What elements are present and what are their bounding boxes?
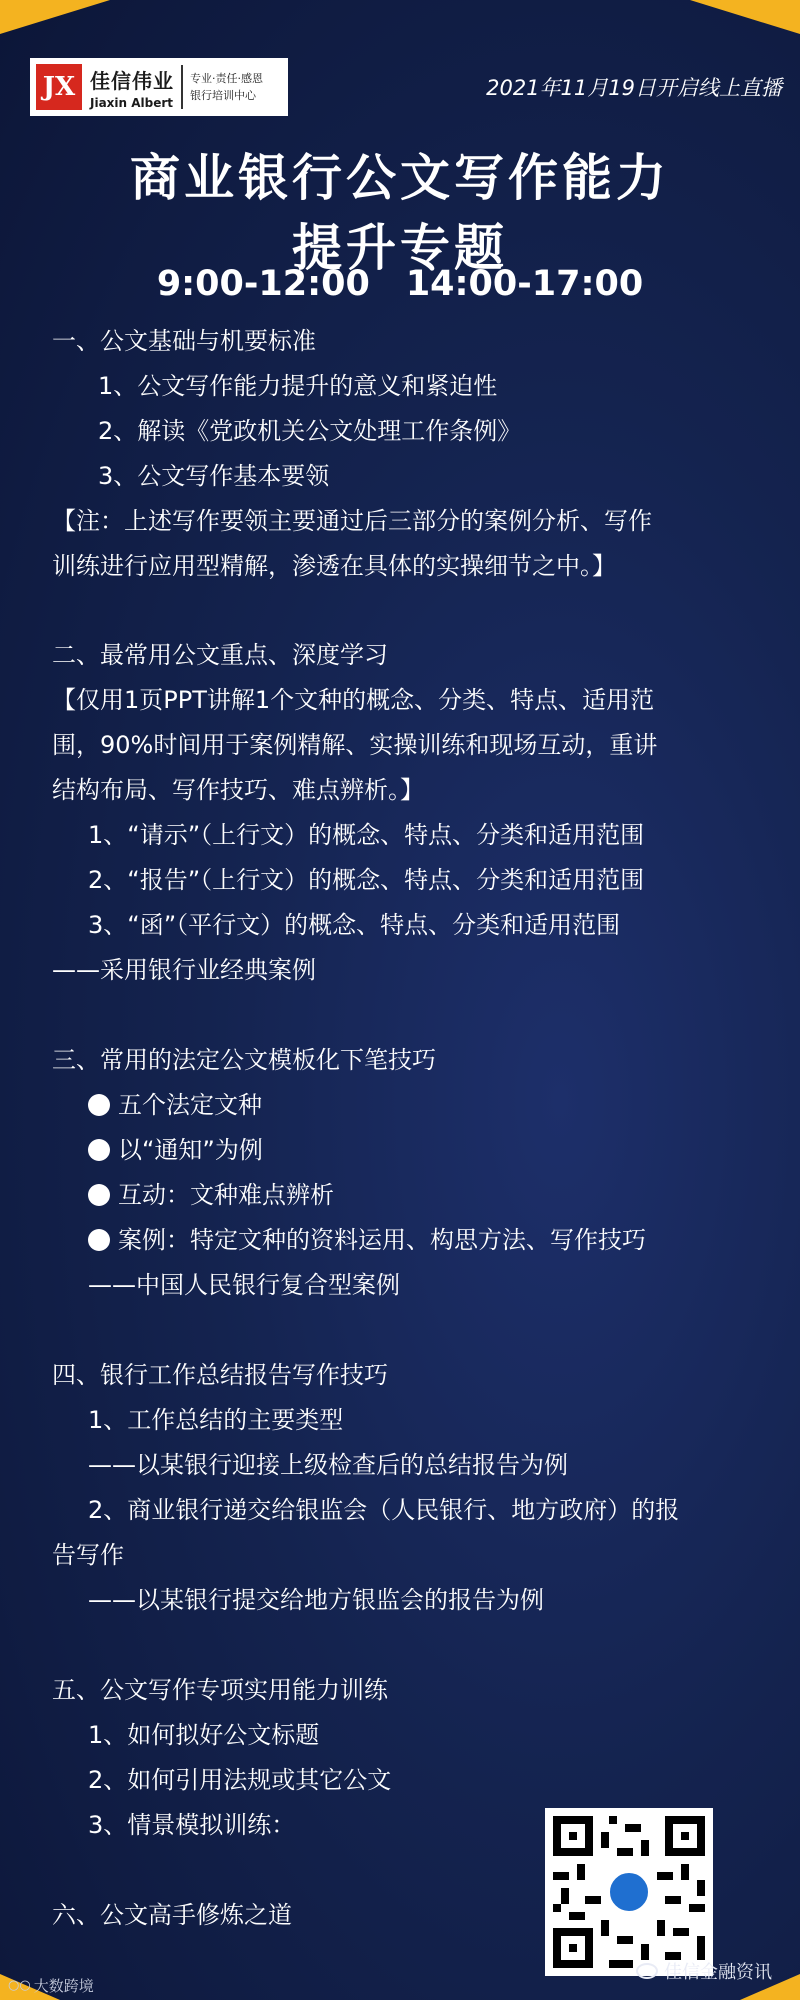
outline-item: 2、“报告”（上行文）的概念、特点、分类和适用范围 (88, 866, 645, 894)
session-times (0, 264, 800, 304)
page-title-line-1: 商业银行公文写作能力 (130, 149, 670, 207)
corner-accent-top-left (0, 0, 110, 34)
session-time-afternoon: 14:00-17:00 (405, 264, 644, 304)
outline-bullet-text: 以“通知”为例 (118, 1136, 263, 1164)
outline-item: 3、“函”（平行文）的概念、特点、分类和适用范围 (88, 911, 621, 939)
section-heading-4: 四、银行工作总结报告写作技巧 (52, 1361, 388, 1389)
bullet-icon (88, 1094, 110, 1116)
outline-item: 3、情景模拟训练： (88, 1811, 296, 1839)
outline-bullet-item (88, 1225, 646, 1255)
logo-divider (181, 65, 183, 109)
brand-logo (30, 58, 288, 116)
brand-tagline-1: 专业·责任·感恩 (190, 72, 263, 85)
outline-item: 2、商业银行递交给银监会（人民银行、地方政府）的报 (88, 1496, 680, 1524)
watermark-text: 佳信金融资讯 (664, 1962, 772, 1983)
outline-item: 2、解读《党政机关公文处理工作条例》 (98, 417, 522, 445)
outline-item: 3、公文写作基本要领 (98, 462, 330, 490)
outline-bullet-text: 五个法定文种 (118, 1091, 262, 1119)
section-heading-1: 一、公文基础与机要标准 (52, 327, 316, 355)
outline-bullet-item (88, 1135, 263, 1165)
outline-case-note: ——以某银行提交给地方银监会的报告为例 (88, 1586, 544, 1614)
outline-note: 围，90%时间用于案例精解、实操训练和现场互动，重讲 (52, 731, 658, 759)
outline-bullet-text: 案例：特定文种的资料运用、构思方法、写作技巧 (118, 1226, 646, 1254)
outline-case-note: ——采用银行业经典案例 (52, 956, 316, 984)
outline-item: 1、工作总结的主要类型 (88, 1406, 344, 1434)
page-title-line-2: 提升专题 (292, 219, 508, 277)
outline-note: 结构布局、写作技巧、难点辨析。】 (52, 776, 424, 804)
section-heading-3: 三、常用的法定公文模板化下笔技巧 (52, 1046, 436, 1074)
brand-name-en: Jiaxin Albert (90, 95, 174, 110)
brand-name-cn: 佳信伟业 (90, 68, 174, 93)
bullet-icon (88, 1184, 110, 1206)
outline-note: 【仅用1页PPT讲解1个文种的概念、分类、特点、适用范 (52, 686, 655, 714)
outline-item: 1、公文写作能力提升的意义和紧迫性 (98, 372, 498, 400)
outline-item-continued: 告写作 (52, 1541, 124, 1569)
live-date: 2021年11月19日开启线上直播 (486, 76, 782, 100)
source-mark-text: 大数跨境 (33, 1977, 94, 1995)
source-mark (8, 1975, 94, 1996)
outline-bullet-item (88, 1090, 262, 1120)
outline-note: 【注：上述写作要领主要通过后三部分的案例分析、写作 (52, 507, 652, 535)
qr-center-badge (607, 1870, 651, 1914)
outline-note: 训练进行应用型精解，渗透在具体的实操细节之中。】 (52, 552, 616, 580)
outline-case-note: ——中国人民银行复合型案例 (88, 1271, 400, 1299)
bullet-icon (88, 1229, 110, 1251)
brand-tagline-2: 银行培训中心 (190, 89, 256, 102)
outline-item: 1、“请示”（上行文）的概念、特点、分类和适用范围 (88, 821, 645, 849)
logo-mark: JX (36, 64, 82, 110)
outline-bullet-item (88, 1180, 334, 1210)
section-heading-5: 五、公文写作专项实用能力训练 (52, 1676, 388, 1704)
watermark (636, 1958, 772, 1984)
corner-accent-top-right (690, 0, 800, 34)
outline-item: 1、如何拟好公文标题 (88, 1721, 320, 1749)
wechat-icon (636, 1963, 658, 1979)
outline-case-note: ——以某银行迎接上级检查后的总结报告为例 (88, 1451, 568, 1479)
section-heading-6: 六、公文高手修炼之道 (52, 1901, 292, 1929)
session-time-morning: 9:00-12:00 (156, 264, 370, 304)
source-logo-icon: ○○ (8, 1978, 31, 1993)
section-heading-2: 二、最常用公文重点、深度学习 (52, 641, 388, 669)
qr-code (545, 1808, 713, 1976)
outline-bullet-text: 互动：文种难点辨析 (118, 1181, 334, 1209)
outline-item: 2、如何引用法规或其它公文 (88, 1766, 392, 1794)
bullet-icon (88, 1139, 110, 1161)
